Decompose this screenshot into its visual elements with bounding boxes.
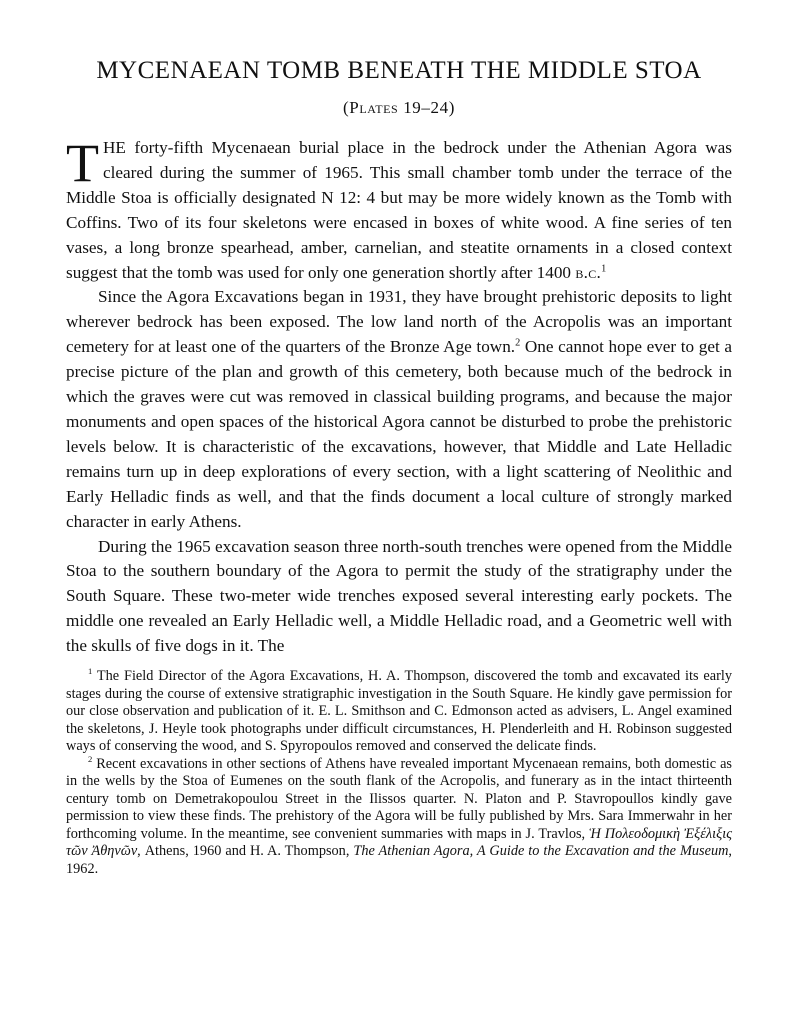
book-title: The Athenian Agora, A Guide to the Excavation and the Museum	[353, 843, 729, 860]
plates-reference	[66, 99, 732, 116]
footnote-2-text-a: Recent excavations in other sections of Athens have revealed important Mycenaean remains, both domestic as in the wells by the Stoa of Eumenes on the south flank of the Acropolis, and funerary as in the intact thirteenth century tomb on Demetrakopoulou Street in the Ilissos quarter. N. Platon and P. Stavropoullos kindly gave permission to view these finds. The prehistory of the Agora will be fully published by Mrs. Sara Immerwahr in her forthcoming volume. In the meantime, see convenient summaries with maps in J. Travlos,	[66, 755, 732, 842]
plates-range: 19–24)	[398, 98, 455, 117]
plates-word: Plates	[349, 98, 399, 117]
footnote-ref-2[interactable]: 2	[515, 337, 521, 349]
greek-title: Ἡ Πολεοδομικὴ Ἐξέλιξις τῶν Ἀθηνῶν	[66, 825, 732, 860]
drop-cap: T	[66, 133, 99, 193]
footnote-ref-1[interactable]: 1	[601, 262, 607, 274]
footnote-1-mark: 1	[88, 666, 93, 677]
paragraph-1-text: HE forty-fifth Mycenaean burial place in the bedrock under the Athenian Agora was cleared during the summer of 1965. This small chamber tomb under the terrace of the Middle Stoa is officially designated N 12: 4 but may be more widely known as the Tomb with Coffins. Two of its four skeletons were encased in boxes of white wood. A fine series of ten vases, a long bronze spearhead, amber, carnelian, and steatite ornaments in a closed context suggest that the tomb was used for only one generation shortly after 1400	[66, 138, 732, 282]
footnote-2-mark: 2	[88, 753, 93, 764]
footnotes	[66, 668, 732, 878]
page	[66, 0, 732, 878]
paragraph-2-text-a: Since the Agora Excavations began in 1931, they have brought prehistoric deposits to light wherever bedrock has been exposed. The low land north of the Acropolis was an important cemetery for at least one of the quarters of the Bronze Age town.	[66, 287, 732, 357]
footnote-1-text: The Field Director of the Agora Excavations, H. A. Thompson, discovered the tomb and excavated its early stages during the course of extensive stratigraphic investigation in the South Square. He kindly gave permission for our close observation and publication of it. E. L. Smithson and C. Edmonson acted as advisers, L. Angel examined the skeletons, J. Heyle took photographs under difficult circumstances, H. Plenderleith and H. Robinson suggested ways of conserving the wood, and S. Spyropoulos removed and conserved the delicate finds.	[66, 668, 732, 755]
article-title: MYCENAEAN TOMB BENEATH THE MIDDLE STOA	[96, 57, 702, 84]
footnote-2-text-b: , Athens, 1960 and H. A. Thompson,	[137, 843, 354, 860]
paragraph-2-text-b: One cannot hope ever to get a precise picture of the plan and growth of this cemetery, both because much of the bedrock in which the graves were cut was removed in classical building programs, and because the major monuments and open spaces of the historical Agora cannot be disturbed to probe the prehistoric levels below. It is characteristic of the excavations, however, that Middle and Late Helladic remains turn up in deep explorations of every section, with a light scattering of Neolithic and Early Helladic finds as well, and that the finds document a local culture of strongly marked character in early Athens.	[66, 337, 732, 531]
paragraph-1	[66, 133, 732, 285]
article-body	[66, 133, 732, 659]
footnote-1	[66, 668, 732, 756]
paragraph-3: During the 1965 excavation season three north-south trenches were opened from the Middle Stoa to the southern boundary of the Agora to permit the study of the stratigraphy under the South Square. These two-meter wide trenches exposed several interesting early pockets. The middle one revealed an Early Helladic well, a Middle Helladic road, and a Geometric well with the skulls of five dogs in it. The	[66, 536, 732, 656]
plates-open-paren: (	[343, 98, 350, 117]
footnote-2	[66, 753, 732, 879]
era-abbreviation: b.c.	[575, 262, 602, 282]
paragraph-2	[66, 285, 732, 534]
footnote-2-text-c: , 1962.	[66, 843, 732, 877]
